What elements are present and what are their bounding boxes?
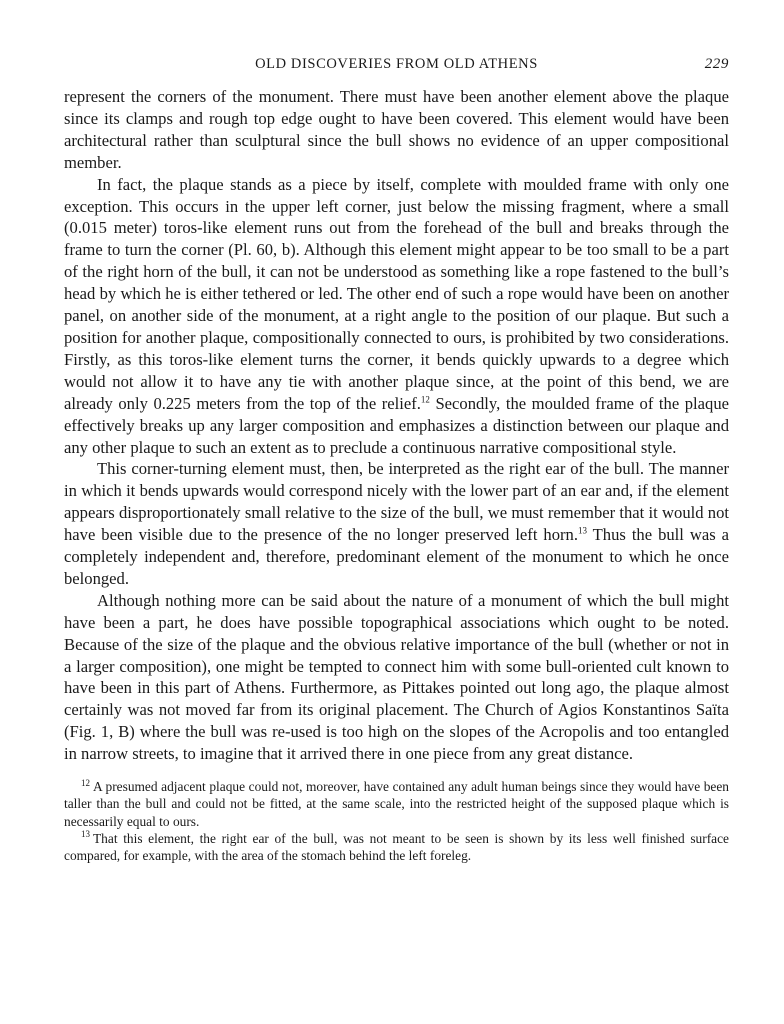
footnote-ref-13: 13 (577, 525, 587, 536)
paragraph: represent the corners of the monument. There must have been another element above the plaque since its clamps and rough top edge ought to have been covered. This element would have been architectural rather than sculptural since the bull shows no evidence of an upper compositional member. (64, 87, 729, 172)
running-head (64, 56, 729, 78)
paragraph: This corner-turning element must, then, be interpreted as the right ear of the bull. The manner in which it bends upwards would correspond nicely with the lower part of an ear and, if the element appears disproportionately small relative to the size of the bull, we must remember that it would not have been visible due to the presence of the no longer preserved left horn.$^{13}$ Thus the bull was a completely independent and, therefore, predominant element of the monument to which he once belonged. (64, 459, 729, 588)
footnote-number: 13 (81, 829, 90, 840)
body-text (64, 86, 729, 765)
footnote-text: A presumed adjacent plaque could not, moreover, have contained any adult human beings since they would have been taller than the bull and could not be fitted, at the same scale, into the restricted height of the supposed plaque which is necessarily equal to ours. (64, 779, 729, 829)
footnotes (64, 778, 729, 864)
running-title: OLD DISCOVERIES FROM OLD ATHENS (255, 56, 538, 72)
footnote-text: That this element, the right ear of the bull, was not meant to be seen is shown by its less well finished surface compared, for example, with the area of the stomach behind the left foreleg. (64, 830, 729, 863)
paragraph: In fact, the plaque stands as a piece by itself, complete with moulded frame with only one exception. This occurs in the upper left corner, just below the missing fragment, where a small (0.015 meter) toros-like element runs out from the forehead of the bull and breaks through the frame to turn the corner (Pl. 60, b). Although this element might appear to be too small to be a part of the right horn of the bull, it can not be understood as something like a rope fastened to the bull’s head by which he is either tethered or led. The other end of such a rope would have been on another panel, on another side of the monument, at a right angle to the position of our plaque. But such a position for another plaque, compositionally connected to ours, is prohibited by two considerations. Firstly, as this toros-like element turns the corner, it bends quickly upwards to a degree which would not allow it to have any tie with another plaque since, at the point of this bend, we are already only 0.225 meters from the top of the relief.$^{12}$ Secondly, the moulded frame of the plaque effectively breaks up any larger composition and emphasizes a distinction between our plaque and any other plaque to such an extent as to preclude a continuous narrative compositional style. (64, 174, 729, 457)
footnote-number: 12 (81, 777, 90, 788)
footnote-12 (64, 778, 729, 830)
footnote-ref-12: 12 (420, 394, 430, 405)
page-number: 229 (704, 56, 729, 72)
paragraph: Although nothing more can be said about the nature of a monument of which the bull might have been a part, he does have possible topographical associations which ought to be noted. Because of the size of the plaque and the obvious relative importance of the bull (whether or not in a larger composition), one might be tempted to connect him with some bull-oriented cult known to have been in this part of Athens. Furthermore, as Pittakes pointed out long ago, the plaque almost certainly was not moved far from its original placement. The Church of Agios Konstantinos Saïta (Fig. 1, B) where the bull was re-used is too high on the slopes of the Acropolis and too entangled in narrow streets, to imagine that it arrived there in one piece from any great distance. (64, 590, 729, 764)
page (64, 56, 729, 864)
footnote-13 (64, 830, 729, 864)
